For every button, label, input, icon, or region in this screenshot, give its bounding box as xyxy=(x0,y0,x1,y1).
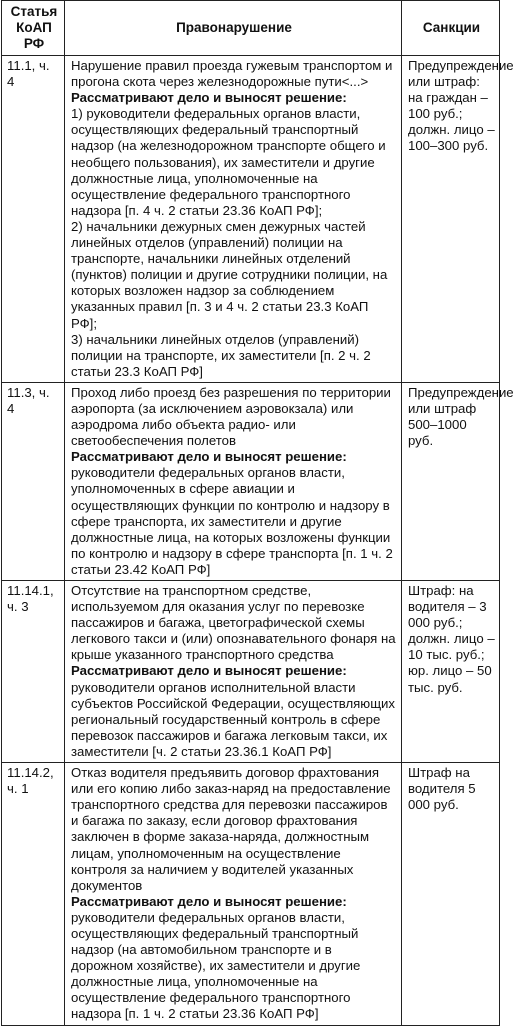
decide-label: Рассматривают дело и выносят решение: xyxy=(71,663,347,679)
header-offense: Правонарушение xyxy=(65,1,402,56)
header-sanctions: Санкции xyxy=(402,1,500,56)
decider-item: руководители федеральных органов власти, уполномоченных в сфере авиации и осуществляющих функции по контролю и надзору в сфере транспорта, их заместители и другие должностные лица, на которых возложены функции по контролю и надзору в сфере транспорта [п. 1 ч. 2 статьи 23.42 КоАП РФ] xyxy=(71,465,393,577)
offense-cell xyxy=(65,581,402,763)
offense-text: Отказ водителя предъявить договор фрахтования или его копию либо заказ-наряд на предоставление транспортного средства для перевозки пассажиров и багажа по заказу, если договор фрахтования заключен в форме заказа-наряда, должностным лицам, уполномоченным на осуществление контроля за наличием у водителей указанных документов xyxy=(71,765,391,893)
decider-item: 2) начальники дежурных смен дежурных частей линейных отделов (управлений) полиции на транспорте, начальники линейных отделений (пунктов) полиции и другие сотрудники полиции, на которых возложен надзор за соблюдением указанных правил [п. 3 и 4 ч. 2 статьи 23.3 КоАП РФ]; xyxy=(71,218,388,331)
article-cell: 11.14.1, ч. 3 xyxy=(2,581,65,763)
offense-text: Отсутствие на транспортном средстве, используемом для оказания услуг по перевозке пассажиров и багажа, цветографической схемы легкового такси и (или) опознавательного фонаря на крыше указанного транспортного средства xyxy=(71,583,396,663)
document-page xyxy=(1,0,514,1026)
decide-label: Рассматривают дело и выносят решение: xyxy=(71,90,347,106)
table-row xyxy=(2,56,500,383)
offense-cell xyxy=(65,763,402,1026)
sanctions-cell: Предупреждение или штраф 500–1000 руб. xyxy=(402,382,500,580)
header-row xyxy=(2,1,500,56)
decider-item: 3) начальники линейных отделов (управлений) полиции на транспорте, их заместители [п. 2 ч. 2 статьи 23.3 КоАП РФ] xyxy=(71,331,371,379)
article-cell: 11.3, ч. 4 xyxy=(2,382,65,580)
decider-item: 1) руководители федеральных органов власти, осуществляющих федеральный транспортный надзор (на железнодорожном транспорте общего и необщего пользования), их заместители и другие должностные лица, уполномоченные на осуществление федерального транспортного надзора [п. 4 ч. 2 статьи 23.36 КоАП РФ]; xyxy=(71,106,386,218)
offense-table xyxy=(1,0,514,1026)
offense-text: Проход либо проезд без разрешения по территории аэропорта (за исключением аэровокзала) или аэродрома либо объекта радио- или светообеспечения полетов xyxy=(71,384,391,449)
table-row xyxy=(2,382,500,580)
article-cell: 11.14.2, ч. 1 xyxy=(2,763,65,1026)
decider-item: руководители федеральных органов власти, осуществляющих федеральный транспортный надзор (на автомобильном транспорте и в дорожном хозяйстве), их заместители и другие должностные лица, уполномоченные на осуществление федерального транспортного надзора [п. 1 ч. 2 статьи 23.36 КоАП РФ] xyxy=(71,909,361,1022)
offense-cell xyxy=(65,382,402,580)
decide-label: Рассматривают дело и выносят решение: xyxy=(71,893,347,909)
sanctions-cell: Штраф: на водителя – 3 000 руб.; должн. лицо – 10 тыс. руб.; юр. лицо – 50 тыс. руб. xyxy=(402,581,500,763)
sanctions-cell: Предупреждение или штраф: на граждан – 100 руб.; должн. лицо – 100–300 руб. xyxy=(402,56,500,383)
offense-text: Нарушение правил проезда гужевым транспортом и прогона скота через железнодорожные пути<...> xyxy=(71,58,393,90)
table-row xyxy=(2,581,500,763)
decide-label: Рассматривают дело и выносят решение: xyxy=(71,449,347,465)
offense-cell xyxy=(65,56,402,383)
table-row xyxy=(2,763,500,1026)
article-cell: 11.1, ч. 4 xyxy=(2,56,65,383)
decider-item: руководители органов исполнительной власти субъектов Российской Федерации, осуществляющих региональный государственный контроль в сфере перевозок пассажиров и багажа легковым такси, их заместители [ч. 2 статьи 23.36.1 КоАП РФ] xyxy=(71,679,396,759)
sanctions-cell: Штраф на водителя 5 000 руб. xyxy=(402,763,500,1026)
header-article: Статья КоАП РФ xyxy=(2,1,65,56)
